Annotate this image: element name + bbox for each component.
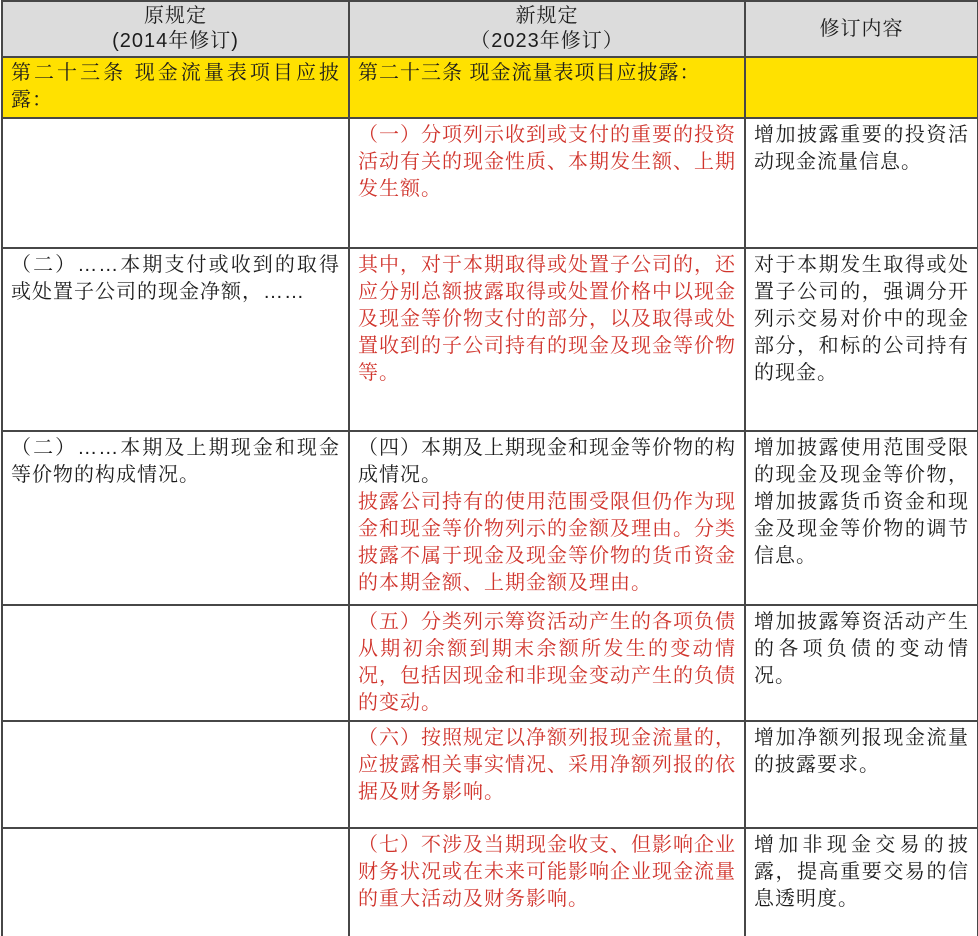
new-text-red: （一）分项列示收到或支付的重要的投资活动有关的现金性质、本期发生额、上期发生额。	[358, 124, 736, 200]
section-new-text: 第二十三条 现金流量表项目应披露：	[358, 62, 701, 84]
old-regulation-cell	[2, 118, 349, 248]
table-row	[2, 605, 978, 721]
revision-cell	[745, 605, 978, 721]
revision-text: 增加净额列报现金流量的披露要求。	[754, 727, 969, 776]
header-revision-content	[745, 1, 978, 57]
revision-cell	[745, 828, 978, 936]
new-regulation-cell	[349, 721, 745, 828]
table-row	[2, 721, 978, 828]
revision-text: 增加披露使用范围受限的现金及现金等价物，增加披露货币资金和现金及现金等价物的调节信息。	[754, 437, 969, 567]
section-old-cell	[2, 57, 349, 118]
revision-text: 增加非现金交易的披露，提高重要交易的信息透明度。	[754, 834, 969, 910]
table-row	[2, 828, 978, 936]
new-text-red: （六）按照规定以净额列报现金流量的，应披露相关事实情况、采用净额列报的依据及财务影响。	[358, 727, 736, 803]
old-regulation-cell	[2, 431, 349, 605]
new-text-red: （五）分类列示筹资活动产生的各项负债从期初余额到期末余额所发生的变动情况，包括因现金和非现金变动产生的负债的变动。	[358, 611, 736, 714]
new-regulation-cell	[349, 605, 745, 721]
old-regulation-cell	[2, 721, 349, 828]
section-highlight-row	[2, 57, 978, 118]
new-regulation-cell	[349, 248, 745, 431]
old-regulation-cell	[2, 605, 349, 721]
table-row	[2, 118, 978, 248]
new-text-black: （四）本期及上期现金和现金等价物的构成情况。	[358, 437, 736, 486]
new-regulation-cell	[349, 431, 745, 605]
revision-cell	[745, 721, 978, 828]
old-text: （二）……本期支付或收到的取得或处置子公司的现金净额，……	[11, 254, 340, 303]
new-text-red: 披露公司持有的使用范围受限但仍作为现金和现金等价物列示的金额及理由。分类披露不属于现金及现金等价物的货币资金的本期金额、上期金额及理由。	[358, 491, 736, 594]
revision-cell	[745, 248, 978, 431]
old-regulation-cell	[2, 828, 349, 936]
header-new-title: 新规定	[515, 5, 579, 27]
new-text-red: 其中，对于本期取得或处置子公司的，还应分别总额披露取得或处置价格中以现金及现金等价物支付的部分，以及取得或处置收到的子公司持有的现金及现金等价物等。	[358, 254, 736, 384]
old-regulation-cell	[2, 248, 349, 431]
header-new-year: （2023年修订）	[470, 30, 624, 52]
header-old-year: (2014年修订)	[112, 30, 239, 52]
header-old-title: 原规定	[144, 5, 207, 27]
table-header-row	[2, 1, 978, 57]
revision-cell	[745, 118, 978, 248]
header-old-regulation	[2, 1, 349, 57]
revision-text: 对于本期发生取得或处置子公司的，强调分开列示交易对价中的现金部分，和标的公司持有的现金。	[754, 254, 969, 384]
new-text-red: （七）不涉及当期现金收支、但影响企业财务状况或在未来可能影响企业现金流量的重大活动及财务影响。	[358, 834, 736, 910]
header-new-regulation	[349, 1, 745, 57]
new-regulation-cell	[349, 118, 745, 248]
header-revision-title: 修订内容	[819, 17, 904, 40]
old-text: （二）……本期及上期现金和现金等价物的构成情况。	[11, 437, 340, 486]
regulation-comparison-table	[1, 0, 978, 936]
table-row	[2, 248, 978, 431]
section-revision-cell	[745, 57, 978, 118]
new-regulation-cell	[349, 828, 745, 936]
revision-text: 增加披露重要的投资活动现金流量信息。	[754, 124, 969, 173]
table-row	[2, 431, 978, 605]
revision-cell	[745, 431, 978, 605]
section-old-text: 第二十三条 现金流量表项目应披露：	[11, 62, 340, 111]
revision-text: 增加披露筹资活动产生的各项负债的变动情况。	[754, 611, 969, 687]
section-new-cell	[349, 57, 745, 118]
